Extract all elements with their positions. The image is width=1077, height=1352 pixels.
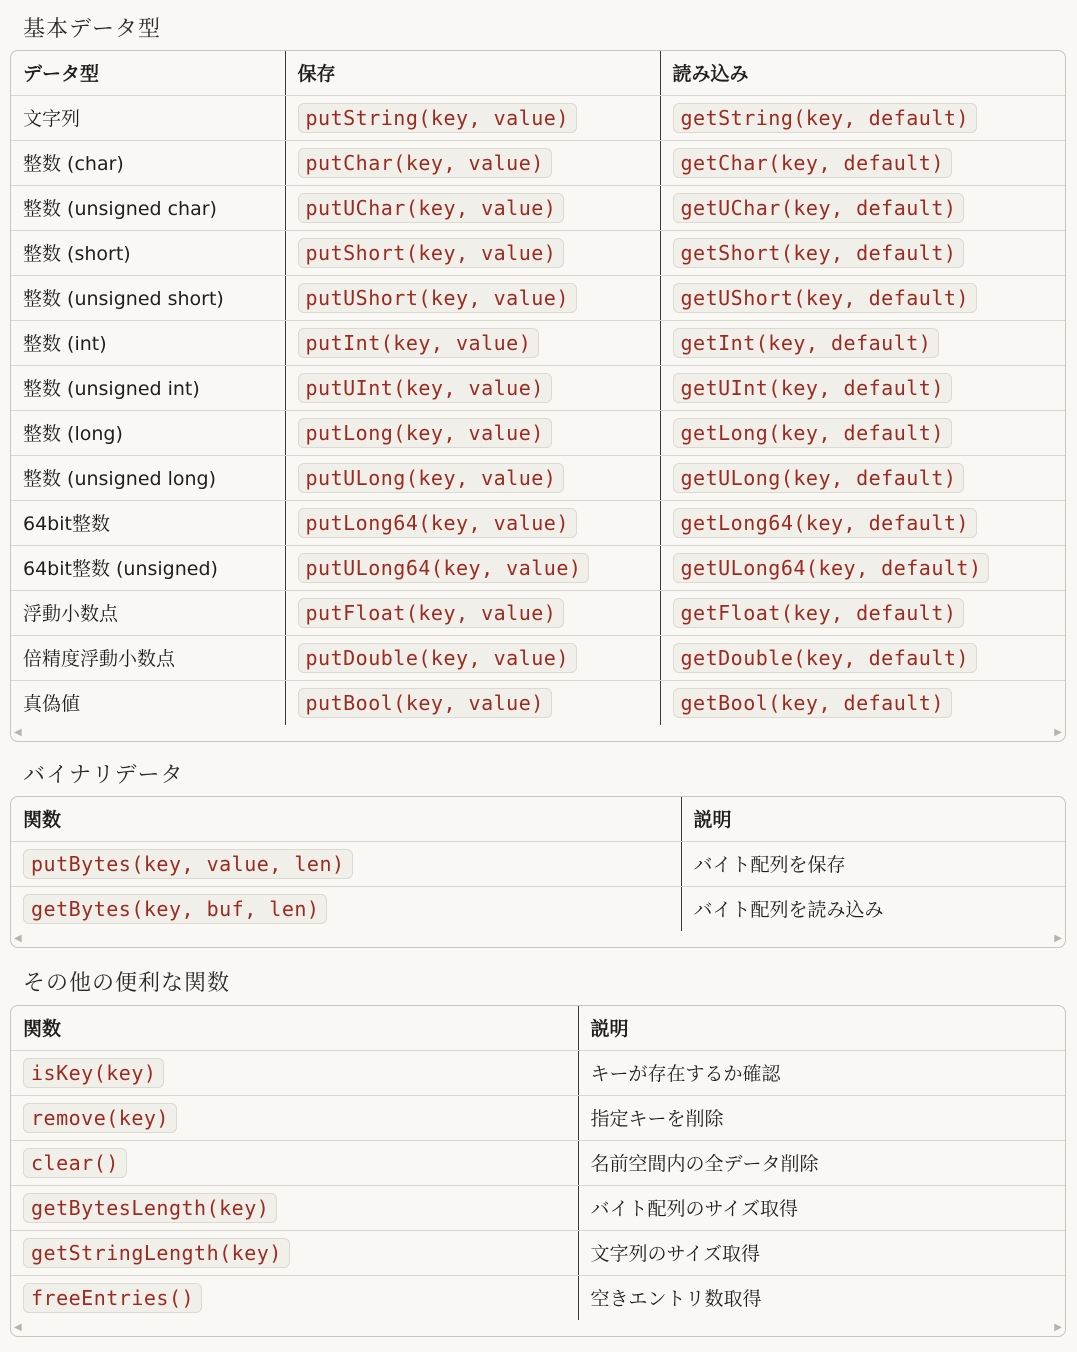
table-cell xyxy=(660,545,1065,590)
function-code: getBytes(key, buf, len) xyxy=(23,894,327,924)
function-code: putFloat(key, value) xyxy=(298,598,565,628)
section-title-binary-data: バイナリデータ xyxy=(23,763,184,788)
function-code: putChar(key, value) xyxy=(298,148,552,178)
table-row xyxy=(11,455,1065,500)
data-type-label: 整数 (long) xyxy=(23,423,123,445)
table-row xyxy=(11,1185,1065,1230)
table-cell xyxy=(578,1140,1065,1185)
function-code: putUShort(key, value) xyxy=(298,283,577,313)
data-type-label: 浮動小数点 xyxy=(23,603,119,625)
table-row xyxy=(11,365,1065,410)
table-cell xyxy=(285,635,660,680)
table-cell xyxy=(660,590,1065,635)
function-code: putDouble(key, value) xyxy=(298,643,577,673)
scroll-left-icon[interactable]: ◀ xyxy=(14,1322,22,1333)
table-cell xyxy=(285,500,660,545)
table-cell xyxy=(285,410,660,455)
table-row xyxy=(11,1050,1065,1095)
table-utility-functions xyxy=(10,1005,1066,1337)
table-cell xyxy=(11,185,285,230)
table-row xyxy=(11,95,1065,140)
table-cell xyxy=(11,1095,578,1140)
table-cell xyxy=(681,886,1065,931)
table-cell xyxy=(11,365,285,410)
data-type-label: 整数 (unsigned long) xyxy=(23,468,217,490)
table-row xyxy=(11,1275,1065,1320)
table-cell xyxy=(285,545,660,590)
function-code: getLong64(key, default) xyxy=(673,508,977,538)
function-code: getLong(key, default) xyxy=(673,418,952,448)
table-cell xyxy=(660,275,1065,320)
function-code: getInt(key, default) xyxy=(673,328,940,358)
table-row xyxy=(11,680,1065,725)
data-type-label: 整数 (short) xyxy=(23,243,131,265)
table-row xyxy=(11,1230,1065,1275)
data-type-label: 整数 (unsigned int) xyxy=(23,378,200,400)
table-row xyxy=(11,635,1065,680)
section-title-basic-types: 基本データ型 xyxy=(23,17,162,42)
table-cell xyxy=(11,635,285,680)
section-title-utility-functions: その他の便利な関数 xyxy=(23,971,231,996)
table-cell xyxy=(11,1050,578,1095)
table-row xyxy=(11,185,1065,230)
horizontal-scrollbar[interactable] xyxy=(11,931,1065,947)
table-cell xyxy=(660,635,1065,680)
table-row xyxy=(11,841,1065,886)
table-cell xyxy=(681,841,1065,886)
table-cell xyxy=(578,1275,1065,1320)
function-code: getFloat(key, default) xyxy=(673,598,965,628)
table-basic-types xyxy=(10,50,1066,742)
table-row xyxy=(11,140,1065,185)
column-header-function: 関数 xyxy=(11,797,681,841)
table-cell xyxy=(11,886,681,931)
table-cell xyxy=(11,1275,578,1320)
column-header-save: 保存 xyxy=(285,51,660,95)
scroll-right-icon[interactable]: ▶ xyxy=(1054,933,1062,944)
function-code: putString(key, value) xyxy=(298,103,577,133)
table-cell xyxy=(11,1140,578,1185)
function-code: remove(key) xyxy=(23,1103,177,1133)
function-code: putLong64(key, value) xyxy=(298,508,577,538)
table-cell xyxy=(285,185,660,230)
function-code: putShort(key, value) xyxy=(298,238,565,268)
description-text: バイト配列を読み込み xyxy=(693,899,884,922)
function-code: isKey(key) xyxy=(23,1058,164,1088)
function-code: getShort(key, default) xyxy=(673,238,965,268)
table-body xyxy=(11,95,1065,725)
column-header-function: 関数 xyxy=(11,1006,578,1050)
function-code: getULong64(key, default) xyxy=(673,553,990,583)
table-cell xyxy=(660,140,1065,185)
function-code: getChar(key, default) xyxy=(673,148,952,178)
table-cell xyxy=(11,455,285,500)
table-cell xyxy=(11,500,285,545)
table-row xyxy=(11,590,1065,635)
function-code: getDouble(key, default) xyxy=(673,643,977,673)
table-cell xyxy=(578,1050,1065,1095)
function-code: putInt(key, value) xyxy=(298,328,540,358)
description-text: 空きエントリ数取得 xyxy=(590,1288,762,1311)
function-code: putBool(key, value) xyxy=(298,688,552,718)
scroll-left-icon[interactable]: ◀ xyxy=(14,933,22,944)
table-binary-data xyxy=(10,796,1066,948)
table-cell xyxy=(660,680,1065,725)
column-header-data-type: データ型 xyxy=(11,51,285,95)
description-text: バイト配列を保存 xyxy=(693,854,846,876)
function-code: putULong(key, value) xyxy=(298,463,565,493)
scroll-left-icon[interactable]: ◀ xyxy=(14,727,22,738)
function-code: getBytesLength(key) xyxy=(23,1193,277,1223)
description-text: 文字列のサイズ取得 xyxy=(590,1243,760,1265)
table-row xyxy=(11,886,1065,931)
data-type-label: 整数 (unsigned char) xyxy=(23,198,217,220)
table-cell xyxy=(11,230,285,275)
column-header-description: 説明 xyxy=(578,1006,1065,1050)
function-code: getStringLength(key) xyxy=(23,1238,290,1268)
description-text: バイト配列のサイズ取得 xyxy=(590,1198,798,1220)
table-cell xyxy=(285,590,660,635)
table-cell xyxy=(11,1230,578,1275)
table-cell xyxy=(11,410,285,455)
description-text: 指定キーを削除 xyxy=(590,1108,724,1130)
data-type-label: 真偽値 xyxy=(23,693,81,716)
description-text: キーが存在するか確認 xyxy=(590,1063,781,1085)
table-cell xyxy=(285,230,660,275)
function-code: getBool(key, default) xyxy=(673,688,952,718)
table-cell xyxy=(660,320,1065,365)
scroll-right-icon[interactable]: ▶ xyxy=(1054,727,1062,738)
function-code: freeEntries() xyxy=(23,1283,202,1313)
table-cell xyxy=(660,410,1065,455)
function-code: getString(key, default) xyxy=(673,103,977,133)
table-cell xyxy=(11,140,285,185)
horizontal-scrollbar[interactable] xyxy=(11,725,1065,741)
data-type-label: 文字列 xyxy=(23,108,81,130)
data-type-label: 倍精度浮動小数点 xyxy=(23,648,176,670)
function-code: getUShort(key, default) xyxy=(673,283,977,313)
table-row xyxy=(11,545,1065,590)
function-code: getUChar(key, default) xyxy=(673,193,965,223)
table-cell xyxy=(11,590,285,635)
function-code: putUInt(key, value) xyxy=(298,373,552,403)
table-body xyxy=(11,841,1065,931)
table-cell xyxy=(11,275,285,320)
table-cell xyxy=(11,841,681,886)
table-cell xyxy=(11,680,285,725)
table-cell xyxy=(285,320,660,365)
table-row xyxy=(11,320,1065,365)
table-body xyxy=(11,1050,1065,1320)
table-cell xyxy=(11,1185,578,1230)
column-header-load: 読み込み xyxy=(660,51,1065,95)
table-cell xyxy=(11,545,285,590)
function-code: putLong(key, value) xyxy=(298,418,552,448)
column-header-description: 説明 xyxy=(681,797,1065,841)
table-cell xyxy=(578,1185,1065,1230)
table-cell xyxy=(285,275,660,320)
table-row xyxy=(11,500,1065,545)
table-cell xyxy=(660,500,1065,545)
scroll-right-icon[interactable]: ▶ xyxy=(1054,1322,1062,1333)
table-row xyxy=(11,230,1065,275)
data-type-label: 整数 (char) xyxy=(23,153,124,175)
table-cell xyxy=(660,455,1065,500)
data-type-label: 整数 (int) xyxy=(23,333,107,355)
table-cell xyxy=(285,365,660,410)
function-code: getUInt(key, default) xyxy=(673,373,952,403)
table-cell xyxy=(578,1095,1065,1140)
table-row xyxy=(11,1095,1065,1140)
table-cell xyxy=(285,140,660,185)
table-cell xyxy=(660,365,1065,410)
horizontal-scrollbar[interactable] xyxy=(11,1320,1065,1336)
table-cell xyxy=(285,95,660,140)
function-code: getULong(key, default) xyxy=(673,463,965,493)
table-row xyxy=(11,1140,1065,1185)
table-cell xyxy=(11,95,285,140)
description-text: 名前空間内の全データ削除 xyxy=(590,1153,819,1175)
data-type-label: 整数 (unsigned short) xyxy=(23,288,224,310)
function-code: putULong64(key, value) xyxy=(298,553,590,583)
table-row xyxy=(11,275,1065,320)
function-code: putBytes(key, value, len) xyxy=(23,849,353,879)
table-cell xyxy=(660,95,1065,140)
table-cell xyxy=(285,680,660,725)
table-cell xyxy=(660,185,1065,230)
function-code: putUChar(key, value) xyxy=(298,193,565,223)
table-cell xyxy=(11,320,285,365)
data-type-label: 64bit整数 (unsigned) xyxy=(23,558,218,580)
table-row xyxy=(11,410,1065,455)
function-code: clear() xyxy=(23,1148,127,1178)
table-cell xyxy=(660,230,1065,275)
data-type-label: 64bit整数 xyxy=(23,513,110,535)
table-cell xyxy=(578,1230,1065,1275)
table-cell xyxy=(285,455,660,500)
